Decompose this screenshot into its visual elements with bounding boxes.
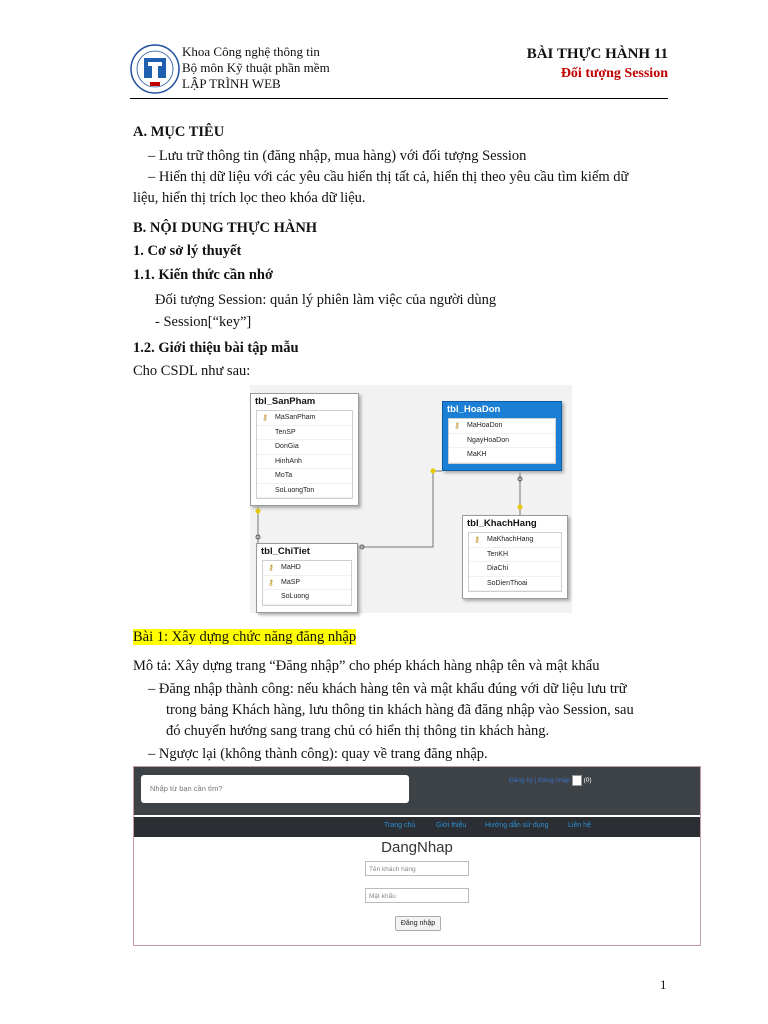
key-icon: ⚷ bbox=[262, 413, 268, 422]
table-field: HinhAnh bbox=[257, 455, 352, 470]
course-name: LẬP TRÌNH WEB bbox=[182, 76, 281, 91]
table-sanpham bbox=[250, 393, 359, 506]
table-field: ⚷ MaSanPham bbox=[257, 411, 352, 426]
objective-item: – Hiển thị dữ liệu với các yêu cầu hiển thị tất cả, hiển thị theo yêu cầu tìm kiếm dữ bbox=[148, 169, 629, 185]
search-input[interactable]: Nhập từ bạn cần tìm? bbox=[141, 775, 409, 803]
session-desc: Đối tượng Session: quản lý phiên làm việc của người dùng bbox=[155, 292, 497, 308]
key-icon: ⚷ bbox=[268, 577, 274, 587]
login-button[interactable]: Đăng nhập bbox=[395, 916, 441, 931]
exercise-bullet: – Đăng nhập thành công: nếu khách hàng tên và mật khẩu đúng với dữ liệu lưu trữ bbox=[148, 681, 627, 697]
objective-item-cont: liệu, hiển thị trích lọc theo khóa dữ liệu. bbox=[133, 190, 366, 206]
header-divider bbox=[130, 98, 668, 99]
database-diagram bbox=[250, 385, 572, 613]
cart-count: (0) bbox=[583, 777, 592, 785]
department-name: Bộ môn Kỹ thuật phần mềm bbox=[182, 60, 330, 75]
section-b-heading: B. NỘI DUNG THỰC HÀNH bbox=[133, 220, 318, 236]
table-field: ⚷ MaHoaDon bbox=[449, 419, 555, 434]
university-logo bbox=[130, 44, 180, 94]
subsection-1-1: 1.1. Kiến thức cần nhớ bbox=[133, 267, 273, 283]
register-link[interactable]: Đăng ký bbox=[509, 777, 533, 785]
key-icon: ⚷ bbox=[454, 421, 460, 430]
subsection-1: 1. Cơ sở lý thuyết bbox=[133, 243, 242, 259]
session-key: - Session[“key”] bbox=[155, 314, 252, 330]
table-field: ⚷ MaHD bbox=[263, 561, 351, 576]
lab-subtitle: Đối tượng Session bbox=[560, 66, 668, 81]
login-page-screenshot bbox=[133, 766, 701, 946]
table-field: TenKH bbox=[469, 548, 561, 563]
table-field: MoTa bbox=[257, 469, 352, 484]
nav-about[interactable]: Giới thiệu bbox=[436, 822, 467, 829]
site-navbar bbox=[134, 817, 700, 837]
nav-home[interactable]: Trang chủ bbox=[384, 822, 416, 829]
table-field: TenSP bbox=[257, 426, 352, 441]
nav-contact[interactable]: Liên hệ bbox=[568, 822, 591, 829]
table-field: SoDienThoai bbox=[469, 577, 561, 592]
table-field: ⚷ MaSP bbox=[263, 576, 351, 591]
key-icon: ⚷ bbox=[474, 535, 480, 544]
exercise-bullet-cont: trong bảng Khách hàng, lưu thông tin khách hàng đã đăng nhập vào Session, sau bbox=[166, 702, 634, 718]
section-a-heading: A. MỤC TIÊU bbox=[133, 124, 225, 140]
cart-icon[interactable] bbox=[572, 775, 582, 786]
login-body bbox=[134, 837, 700, 945]
table-field: ⚷ MaKhachHang bbox=[469, 533, 561, 548]
nav-guide[interactable]: Hướng dẫn sử dụng bbox=[485, 822, 549, 829]
table-field: SoLuong bbox=[263, 590, 351, 605]
header-left bbox=[182, 44, 330, 92]
header-right bbox=[527, 44, 668, 84]
db-intro: Cho CSDL như sau: bbox=[133, 363, 251, 379]
login-title: DangNhap bbox=[381, 839, 453, 856]
faculty-name: Khoa Công nghệ thông tin bbox=[182, 44, 320, 59]
objective-item: – Lưu trữ thông tin (đăng nhập, mua hàng) với đối tượng Session bbox=[148, 148, 527, 164]
exercise-bullet: – Ngược lại (không thành công): quay về trang đăng nhập. bbox=[148, 746, 488, 762]
customer-name-input[interactable]: Tên khách hàng bbox=[365, 861, 469, 876]
password-input[interactable]: Mật khẩu bbox=[365, 888, 469, 903]
table-chitiet bbox=[256, 543, 358, 613]
table-title: tbl_HoaDon bbox=[447, 404, 501, 415]
lab-title: BÀI THỰC HÀNH 11 bbox=[526, 46, 668, 62]
login-link[interactable]: Đăng nhập bbox=[538, 777, 570, 785]
subsection-1-2: 1.2. Giới thiệu bài tập mẫu bbox=[133, 340, 299, 356]
page-number: 1 bbox=[660, 977, 667, 992]
site-topbar bbox=[134, 767, 700, 815]
table-field: DonGia bbox=[257, 440, 352, 455]
table-field: DiaChi bbox=[469, 562, 561, 577]
table-field: MaKH bbox=[449, 448, 555, 463]
key-icon: ⚷ bbox=[268, 563, 274, 572]
account-links: Đăng ký | Đăng nhập (0) bbox=[509, 775, 592, 786]
table-title: tbl_ChiTiet bbox=[261, 546, 310, 557]
exercise-title: Bài 1: Xây dựng chức năng đăng nhập bbox=[133, 629, 357, 645]
table-khachhang bbox=[462, 515, 568, 599]
table-title: tbl_KhachHang bbox=[467, 518, 537, 529]
table-title: tbl_SanPham bbox=[255, 396, 316, 407]
table-field: NgayHoaDon bbox=[449, 434, 555, 449]
table-hoadon bbox=[442, 401, 562, 471]
exercise-desc: Mô tả: Xây dựng trang “Đăng nhập” cho phép khách hàng nhập tên và mật khẩu bbox=[133, 658, 600, 674]
table-field: SoLuongTon bbox=[257, 484, 352, 499]
exercise-bullet-cont: đó chuyển hướng sang trang chủ có hiển thị thông tin khách hàng. bbox=[166, 723, 550, 739]
